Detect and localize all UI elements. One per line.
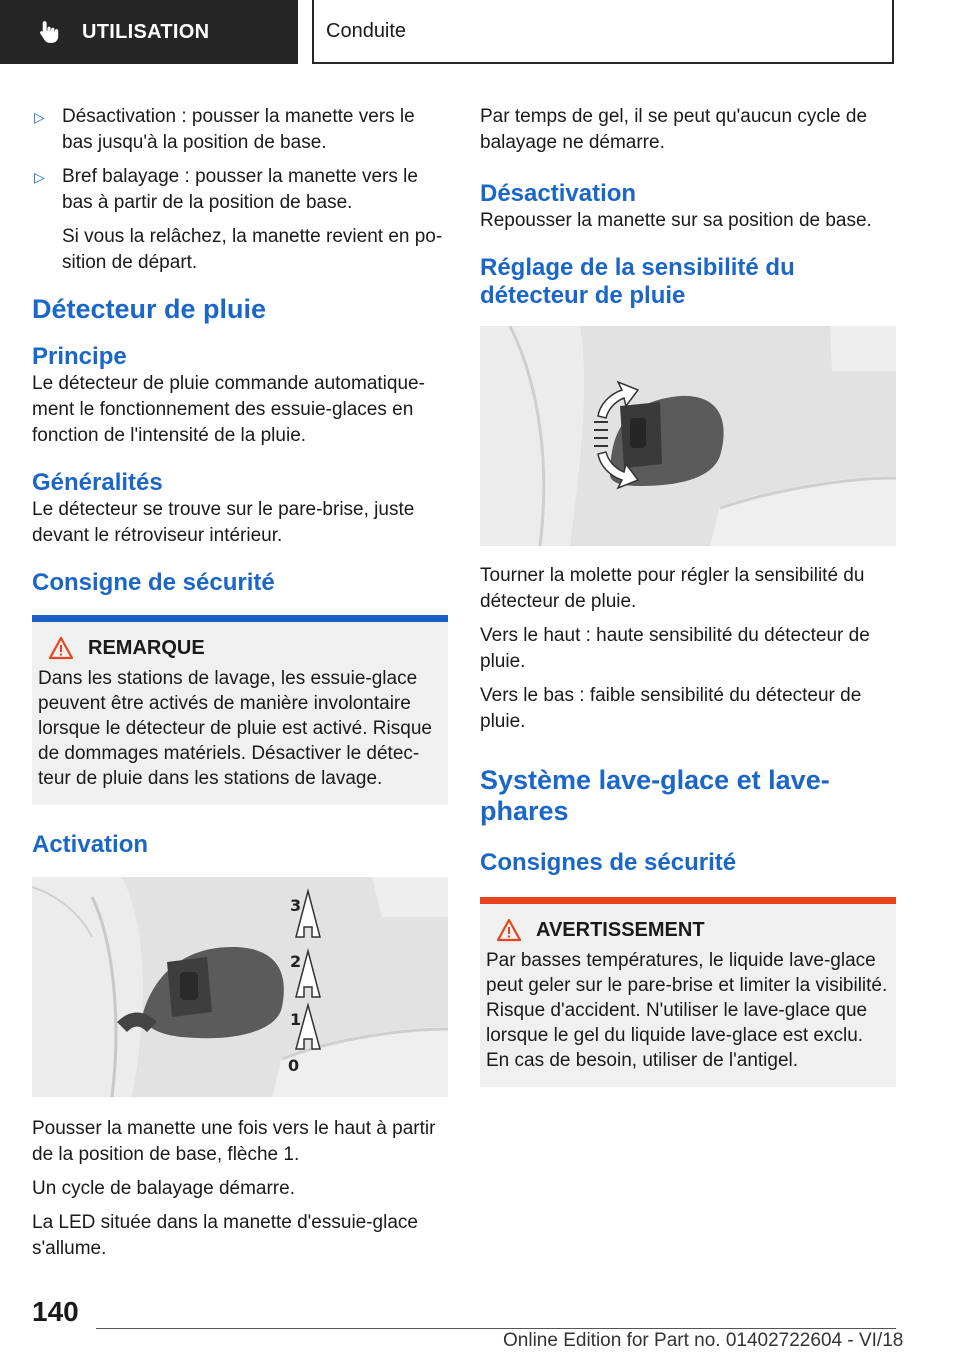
section-title <box>312 0 894 64</box>
chapter-tab-label: UTILISATION <box>82 20 210 43</box>
edition-note: Online Edition for Part no. 01402722604 - VI/18 <box>503 1330 904 1351</box>
warning-icon <box>496 918 522 942</box>
figure-label: 1 <box>290 1010 302 1029</box>
hand-icon <box>36 19 62 45</box>
paragraph-generalites: Le détecteur se trouve sur le pare-brise, juste devant le rétroviseur intérieur. <box>32 499 415 546</box>
paragraph-activation-1: Pousser la manette une fois vers le haut à partir de la position de base, flèche 1. <box>32 1118 436 1165</box>
paragraph-desactivation: Repousser la manette sur sa position de base. <box>480 210 872 231</box>
chapter-tab[interactable] <box>0 0 298 64</box>
warning-icon <box>48 636 74 660</box>
paragraph-reglage-2: Vers le haut : haute sensibilité du détecteur de pluie. <box>480 625 870 672</box>
list-item-text: Désactivation : pousser la manette vers le bas jusqu'à la position de base. <box>62 106 415 153</box>
figure-label: 0 <box>288 1056 300 1075</box>
note-title-text: REMARQUE <box>88 636 205 659</box>
note-body: Dans les stations de lavage, les essuie-glace peuvent être activés de manière involontaire lorsque le détecteur de pluie est activé. Risque de dommages matériels. Désactiver le détec‐teur de pluie dans les stations de lavage. <box>38 668 432 789</box>
left-column <box>32 104 448 1270</box>
bullet-triangle-icon: ▷ <box>34 109 45 125</box>
figure-label: 2 <box>290 952 302 971</box>
section-title-label: Conduite <box>326 19 407 42</box>
paragraph-activation-3: La LED située dans la manette d'essuie-glace s'allume. <box>32 1212 418 1259</box>
paragraph-principe: Le détecteur de pluie commande automatique‐ment le fonctionnement des essuie-glaces en fonction de l'intensité de la pluie. <box>32 373 425 446</box>
heading-principe: Principe <box>32 343 127 370</box>
heading-rain-detector: Détecteur de pluie <box>32 294 267 324</box>
heading-consignes: Consignes de sécurité <box>480 849 737 876</box>
list-item <box>32 164 448 216</box>
heading-desactivation: Désactivation <box>480 180 637 207</box>
paragraph-reglage-1: Tourner la molette pour régler la sensibilité du détecteur de pluie. <box>480 565 865 612</box>
figure-label: 3 <box>290 896 302 915</box>
heading-washer-system: Système lave-glace et lave-phares <box>480 765 830 826</box>
heading-generalites: Généralités <box>32 469 163 496</box>
list-item-subtext: Si vous la relâchez, la manette revient en po‐sition de départ. <box>62 226 443 273</box>
warning-box <box>480 897 896 1087</box>
sensitivity-wheel-illustration <box>480 326 896 546</box>
list-item-text: Bref balayage : pousser la manette vers le bas à partir de la position de base. <box>62 166 418 213</box>
warning-title <box>486 918 888 942</box>
page-number: 140 <box>32 1296 79 1327</box>
note-box <box>32 615 448 805</box>
right-column <box>480 104 896 1087</box>
wiper-stalk-illustration <box>32 877 448 1097</box>
heading-reglage: Réglage de la sensibilité du détecteur de pluie <box>480 254 795 309</box>
paragraph-activation-2: Un cycle de balayage démarre. <box>32 1178 295 1199</box>
warning-title-text: AVERTISSEMENT <box>536 918 705 941</box>
warning-body: Par basses températures, le liquide lave-glace peut geler sur le pare-brise et limiter la visibilité. Risque d'accident. N'utiliser le lave-glace que lorsque le gel du liquide lave-glace est exclu. En cas de besoin, utiliser de l'antigel. <box>486 950 888 1071</box>
heading-activation: Activation <box>32 831 149 858</box>
footer-divider <box>96 1328 896 1329</box>
bullet-list <box>32 104 448 216</box>
paragraph-reglage-3: Vers le bas : faible sensibilité du détecteur de pluie. <box>480 685 862 732</box>
paragraph-gel: Par temps de gel, il se peut qu'aucun cycle de balayage ne démarre. <box>480 106 868 153</box>
bullet-triangle-icon: ▷ <box>34 169 45 185</box>
note-title <box>38 636 440 660</box>
list-item <box>32 104 448 156</box>
heading-consigne: Consigne de sécurité <box>32 569 275 596</box>
